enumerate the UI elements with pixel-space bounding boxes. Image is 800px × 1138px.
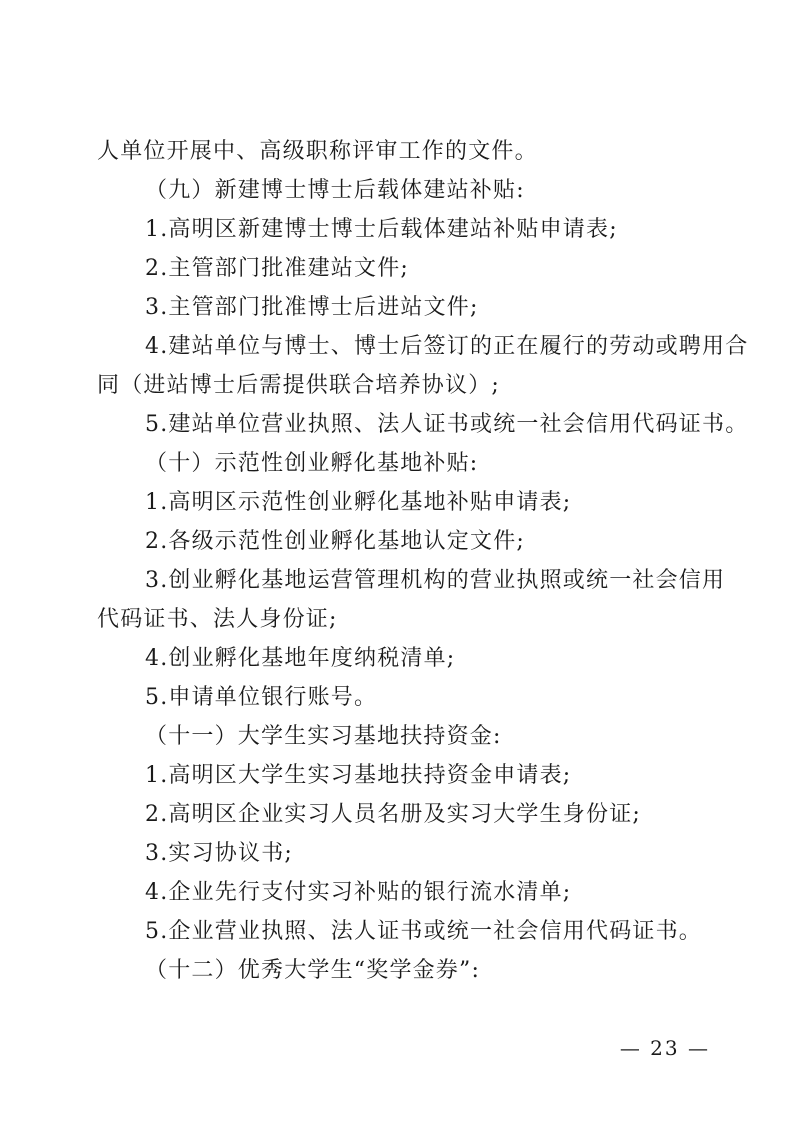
section-heading-11: （十一）大学生实习基地扶持资金: — [145, 724, 502, 749]
list-item: 4.创业孵化基地年度纳税清单; — [145, 646, 456, 671]
list-item: 1.高明区示范性创业孵化基地补贴申请表; — [145, 490, 572, 515]
list-item: 3.实习协议书; — [145, 841, 294, 866]
list-item: 4.企业先行支付实习补贴的银行流水清单; — [145, 880, 572, 905]
list-item: 5.企业营业执照、法人证书或统一社会信用代码证书。 — [145, 919, 702, 944]
section-heading-12: （十二）优秀大学生“奖学金券”: — [145, 958, 481, 983]
list-item: 5.建站单位营业执照、法人证书或统一社会信用代码证书。 — [145, 412, 749, 437]
list-item: 2.各级示范性创业孵化基地认定文件; — [145, 529, 526, 554]
list-item: 3.创业孵化基地运营管理机构的营业执照或统一社会信用 — [145, 568, 726, 593]
paragraph-line: 人单位开展中、高级职称评审工作的文件。 — [97, 139, 538, 164]
list-item: 1.高明区新建博士博士后载体建站补贴申请表; — [145, 217, 618, 242]
section-heading-10: （十）示范性创业孵化基地补贴: — [145, 451, 479, 476]
list-item: 2.高明区企业实习人员名册及实习大学生身份证; — [145, 802, 642, 827]
list-item: 1.高明区大学生实习基地扶持资金申请表; — [145, 763, 572, 788]
list-item: 3.主管部门批准博士后进站文件; — [145, 295, 479, 320]
list-item-continuation: 代码证书、法人身份证; — [97, 607, 338, 632]
section-heading-9: （九）新建博士博士后载体建站补贴: — [145, 178, 525, 203]
list-item: 2.主管部门批准建站文件; — [145, 256, 410, 281]
list-item: 5.申请单位银行账号。 — [145, 685, 378, 710]
list-item-continuation: 同（进站博士后需提供联合培养协议）; — [97, 373, 501, 398]
list-item: 4.建站单位与博士、博士后签订的正在履行的劳动或聘用合 — [145, 334, 749, 359]
page-number: — 23 — — [619, 1036, 710, 1060]
